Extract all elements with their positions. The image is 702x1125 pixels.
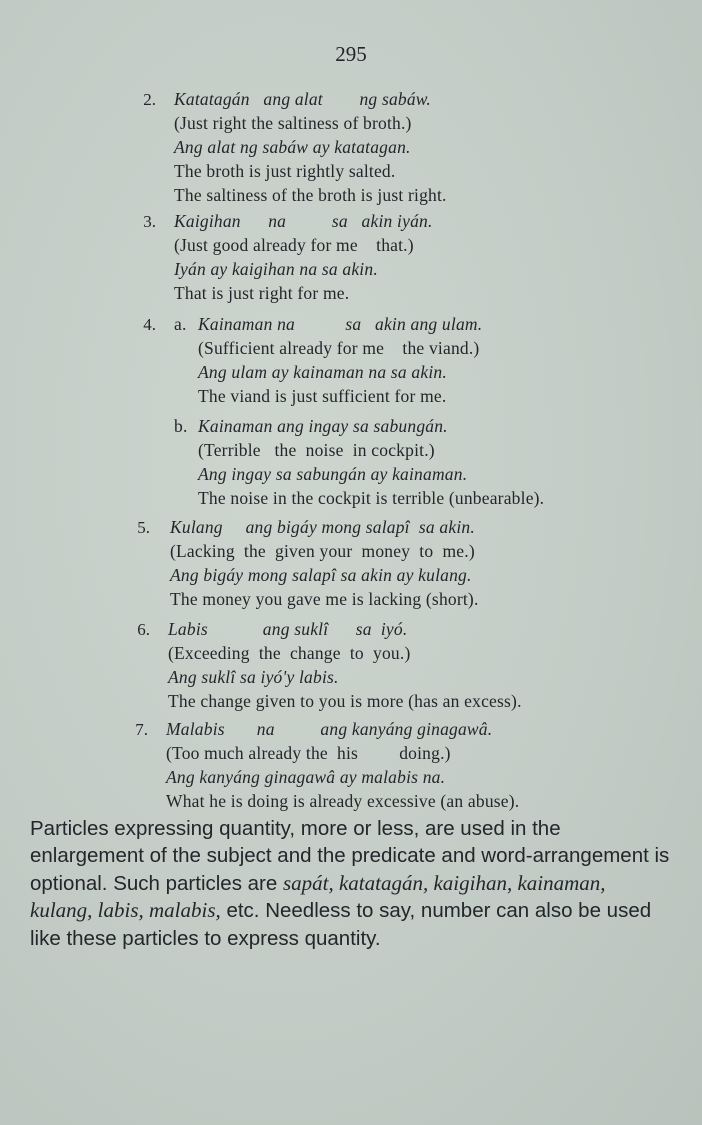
tagalog-sentence: Kulang ang bigáy mong salapî sa akin. xyxy=(170,517,475,537)
paragraph-text: Particles expressing quantity, more or less, are used in the enlargement of the subject and the predicate and word-arrangement is optional. Such particles are xyxy=(30,817,670,895)
literal-translation: (Exceeding the change to you.) xyxy=(168,643,411,663)
body-paragraph xyxy=(30,815,670,952)
translation: What he is doing is already excessive (an abuse). xyxy=(166,791,520,811)
example-number: 5. xyxy=(137,518,150,537)
tagalog-sentence: Labis ang suklî sa iyó. xyxy=(168,619,408,639)
tagalog-sentence: Kainaman ang ingay sa sabungán. xyxy=(198,416,448,436)
variant-sentence: Ang ingay sa sabungán ay kainaman. xyxy=(198,464,468,484)
tagalog-sentence: Malabis na ang kanyáng ginagawâ. xyxy=(166,719,493,739)
literal-translation: (Just right the saltiness of broth.) xyxy=(174,113,412,133)
variant-sentence: Iyán ay kaigihan na sa akin. xyxy=(174,259,378,279)
variant-sentence: Ang alat ng sabáw ay katatagan. xyxy=(174,137,411,157)
literal-translation: (Just good already for me that.) xyxy=(174,235,414,255)
example-number: 3. xyxy=(143,212,156,231)
example-number: 6. xyxy=(137,620,150,639)
translation: That is just right for me. xyxy=(174,283,350,303)
paragraph-text: etc. Needless to say, number can also be used like these particles to express quantity. xyxy=(30,899,652,950)
tagalog-sentence: Kainaman na sa akin ang ulam. xyxy=(198,314,483,334)
example-number: 7. xyxy=(135,720,148,739)
example-sublabel: b. xyxy=(174,416,188,436)
translation: The money you gave me is lacking (short). xyxy=(170,589,479,609)
example-sublabel: a. xyxy=(174,314,187,334)
tagalog-sentence: Kaigihan na sa akin iyán. xyxy=(174,211,433,231)
literal-translation: (Sufficient already for me the viand.) xyxy=(198,338,480,358)
variant-sentence: Ang suklî sa iyó'y labis. xyxy=(168,667,339,687)
translation: The noise in the cockpit is terrible (unbearable). xyxy=(198,488,545,508)
variant-sentence: Ang kanyáng ginagawâ ay malabis na. xyxy=(166,767,446,787)
literal-translation: (Terrible the noise in cockpit.) xyxy=(198,440,435,460)
literal-translation: (Too much already the his doing.) xyxy=(166,743,451,763)
tagalog-sentence: Katatagán ang alat ng sabáw. xyxy=(174,89,431,109)
variant-sentence: Ang ulam ay kainaman na sa akin. xyxy=(198,362,447,382)
translation: The broth is just rightly salted. xyxy=(174,161,396,181)
translation: The change given to you is more (has an excess). xyxy=(168,691,522,711)
translation: The viand is just sufficient for me. xyxy=(198,386,447,406)
particles-list: sapát, katatagán, kaigihan, kainaman, kulang, labis, malabis, xyxy=(30,870,606,923)
translation: The saltiness of the broth is just right. xyxy=(174,185,447,205)
example-number: 4. xyxy=(143,315,156,334)
example-number: 2. xyxy=(143,90,156,109)
page-number: 295 xyxy=(335,42,367,66)
variant-sentence: Ang bigáy mong salapî sa akin ay kulang. xyxy=(170,565,472,585)
literal-translation: (Lacking the given your money to me.) xyxy=(170,541,475,561)
